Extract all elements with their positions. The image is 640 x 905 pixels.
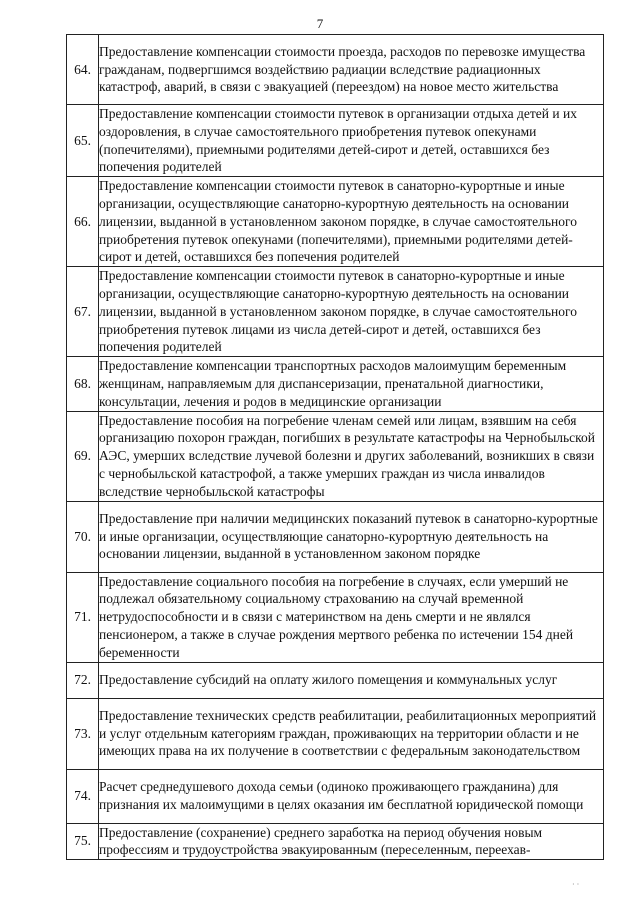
- table-row: [67, 35, 604, 105]
- table-row: [67, 698, 604, 769]
- service-description: Предоставление социального пособия на погребение в случаях, если умерший не подлежал обязательному социальному страхованию на случай временной нетрудоспособности и в связи с материнством на день смерти и не являлся пенсионером, а также в случае рождения мертвого ребенка по истечении 154 дней беременности: [99, 572, 604, 662]
- service-description: Предоставление компенсации стоимости путевок в организации отдыха детей и их оздоровления, в случае самостоятельного приобретения путевок опекунами (попечителями), приемными родителями детей-сирот и детей, оставшихся без попечения родителей: [99, 105, 604, 177]
- service-description: Предоставление субсидий на оплату жилого помещения и коммунальных услуг: [99, 662, 604, 698]
- table-row: [67, 357, 604, 411]
- service-description: Предоставление технических средств реабилитации, реабилитационных мероприятий и услуг отдельным категориям граждан, проживающих на территории области и не имеющих права на их получение в соответствии с федеральным законодательством: [99, 698, 604, 769]
- page-number: 7: [316, 16, 324, 31]
- row-number: 68.: [67, 357, 99, 411]
- service-description: Предоставление компенсации транспортных расходов малоимущим беременным женщинам, направляемым для диспансеризации, пренатальной диагностики, консультации, лечения и родов в медицинские организации: [99, 357, 604, 411]
- row-number: 65.: [67, 105, 99, 177]
- table-row: [67, 267, 604, 357]
- row-number: 72.: [67, 662, 99, 698]
- row-number: 66.: [67, 177, 99, 267]
- row-number: 67.: [67, 267, 99, 357]
- service-description: Предоставление компенсации стоимости путевок в санаторно-курортные и иные организации, осуществляющие санаторно-курортную деятельность на основании лицензии, выданной в установленном законом порядке, в случае самостоятельного приобретения путевок лицами из числа детей-сирот и детей, оставшихся без попечения родителей: [99, 267, 604, 357]
- row-number: 70.: [67, 501, 99, 572]
- row-number: 74.: [67, 769, 99, 823]
- service-description: Предоставление при наличии медицинских показаний путевок в санаторно-курортные и иные организации, осуществляющие санаторно-курортную деятельность на основании лицензии, выданной в установленном законом порядке: [99, 501, 604, 572]
- table-row: [67, 501, 604, 572]
- table-row: [67, 177, 604, 267]
- service-description: Предоставление компенсации стоимости путевок в санаторно-курортные и иные организации, осуществляющие санаторно-курортную деятельность на основании лицензии, выданной в установленном законом порядке, в случае самостоятельного приобретения путевок опекунами (попечителями), приемными родителями детей-сирот и детей, оставшихся без попечения родителей: [99, 177, 604, 267]
- row-number: 69.: [67, 411, 99, 501]
- row-number: 73.: [67, 698, 99, 769]
- table-row: [67, 662, 604, 698]
- row-number: 64.: [67, 35, 99, 105]
- table-row: [67, 823, 604, 860]
- services-table: [66, 34, 604, 860]
- table-row: [67, 105, 604, 177]
- service-description: Предоставление пособия на погребение членам семей или лицам, взявшим на себя организацию похорон граждан, погибших в результате катастрофы на Чернобыльской АЭС, умерших вследствие лучевой болезни и других заболеваний, возникших в связи с чернобыльской катастрофой, а также умерших граждан из числа инвалидов вследствие чернобыльской катастрофы: [99, 411, 604, 501]
- row-number: 75.: [67, 823, 99, 860]
- scan-mark: · ·: [572, 880, 580, 889]
- service-description: Расчет среднедушевого дохода семьи (одиноко проживающего гражданина) для признания их малоимущими в целях оказания им бесплатной юридической помощи: [99, 769, 604, 823]
- table-row: [67, 769, 604, 823]
- service-description: Предоставление (сохранение) среднего заработка на период обучения новым профессиям и трудоустройства эвакуированным (переселенным, переехав-: [99, 823, 604, 860]
- row-number: 71.: [67, 572, 99, 662]
- table-row: [67, 572, 604, 662]
- table-row: [67, 411, 604, 501]
- service-description: Предоставление компенсации стоимости проезда, расходов по перевозке имущества гражданам, подвергшимся воздействию радиации вследствие радиационных катастроф, аварий, в связи с эвакуацией (переездом) на новое место жительства: [99, 35, 604, 105]
